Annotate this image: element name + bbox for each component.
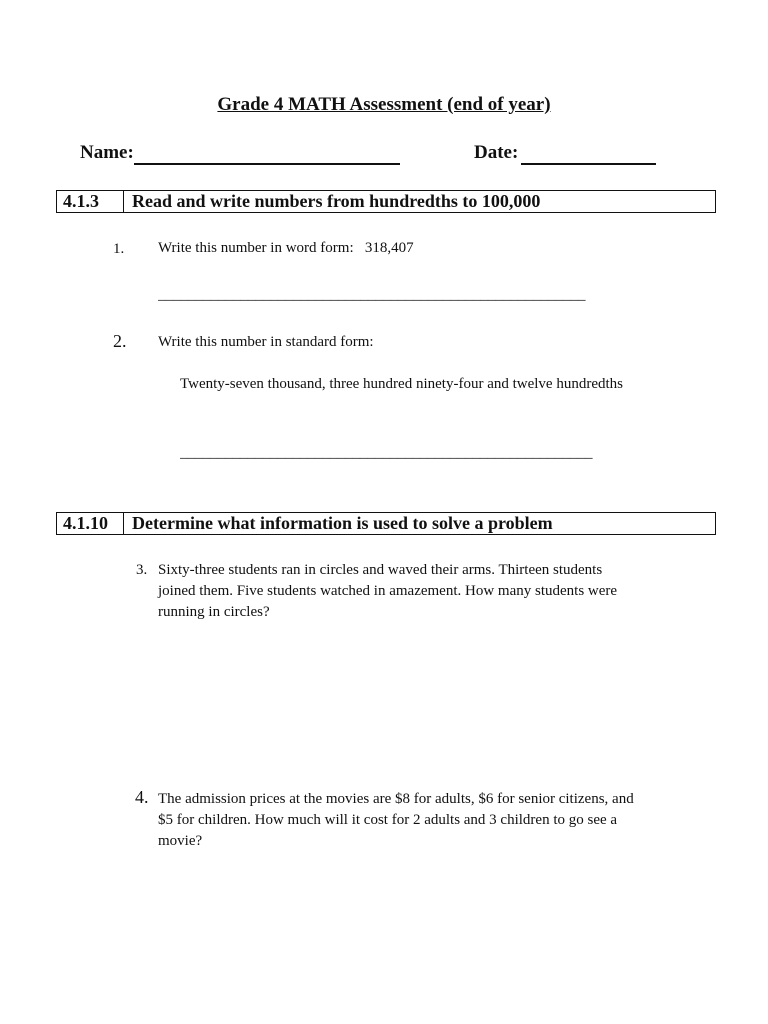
answer-line[interactable]: _______________________________________________________ xyxy=(180,445,593,461)
section-header-4-1-10 xyxy=(56,512,716,535)
name-label: Name: xyxy=(80,142,134,163)
date-label: Date: xyxy=(474,142,519,163)
section-code: 4.1.10 xyxy=(57,513,124,534)
question-text: Sixty-three students ran in circles and waved their arms. Thirteen students joined them. Five students watched in amazement. How many students were running in circles? xyxy=(158,562,618,620)
question-number: 1. xyxy=(113,241,125,257)
page-title: Grade 4 MATH Assessment (end of year) xyxy=(217,94,551,115)
section-title: Read and write numbers from hundredths to 100,000 xyxy=(132,191,541,211)
answer-line[interactable]: _________________________________________________________ xyxy=(158,287,586,303)
section-header-4-1-3 xyxy=(56,190,716,213)
section-code: 4.1.3 xyxy=(57,191,124,212)
question-text: Write this number in standard form: xyxy=(158,334,374,350)
section-title: Determine what information is used to solve a problem xyxy=(132,513,553,533)
question-detail: Twenty-seven thousand, three hundred ninety-four and twelve hundredths xyxy=(180,376,623,392)
date-field[interactable] xyxy=(521,163,656,165)
question-number: 3. xyxy=(136,562,148,578)
name-field[interactable] xyxy=(134,163,400,165)
question-text: The admission prices at the movies are $8 for adults, $6 for senior citizens, and $5 for children. How much will it cost for 2 adults and 3 children to go see a movie? xyxy=(158,791,634,849)
question-number: 2. xyxy=(113,331,127,351)
question-text: Write this number in word form: 318,407 xyxy=(158,240,414,256)
question-number: 4. xyxy=(135,787,149,807)
